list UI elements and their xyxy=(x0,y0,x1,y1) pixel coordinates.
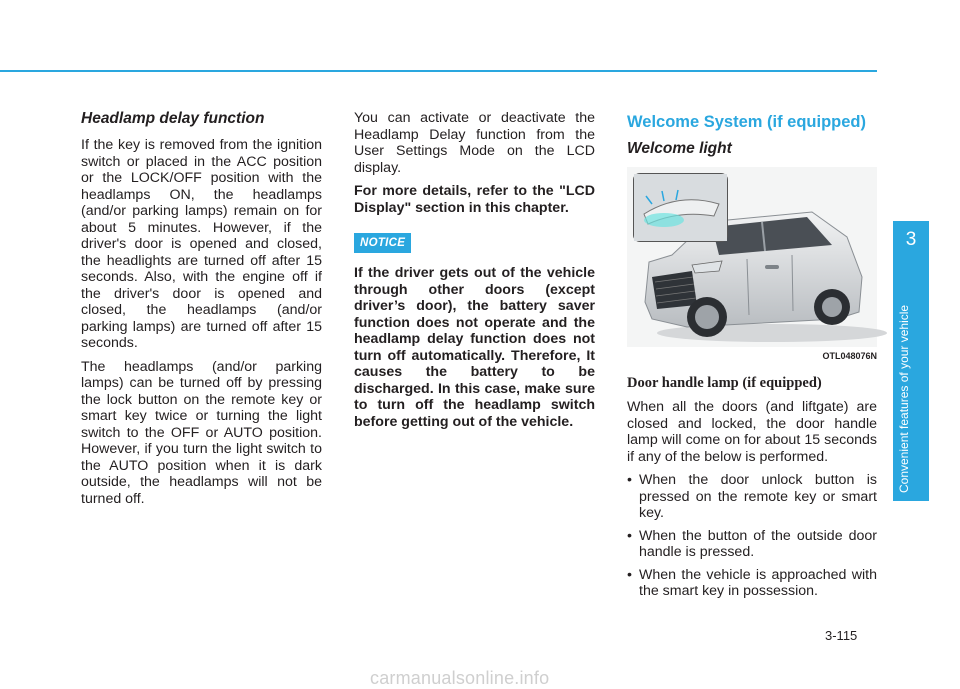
list-item: • When the vehicle is approached with the smart key in possession. xyxy=(627,566,877,599)
headlamp-delay-paragraph-2: The headlamps (and/or parking lamps) can be turned off by pressing the lock button on the remote key or smart key twice or turning the light switch to the OFF or AUTO position. However, if you turn the light switch to the AUTO position when it is dark outside, the headlamps will not be turned off. xyxy=(81,358,322,507)
door-handle-lamp-heading: Door handle lamp (if equipped) xyxy=(627,375,822,391)
figure-code: OTL048076N xyxy=(822,351,877,361)
bullet-icon: • xyxy=(627,472,632,488)
watermark: carmanualsonline.info xyxy=(370,668,550,688)
notice-text: If the driver gets out of the vehicle through other doors (except driver’s door), the battery saver function does not operate and the headlamp delay function does not turn off automatically. Therefore, It causes the battery to be discharged. In this case, make sure to turn off the headlamp switch before getting out of the vehicle. xyxy=(354,265,595,430)
bullet-icon: • xyxy=(627,527,632,544)
lcd-reference-paragraph: For more details, refer to the "LCD Display" section in this chapter. xyxy=(354,183,595,216)
list-item: • When the door unlock button is pressed on the remote key or smart key. xyxy=(627,472,877,521)
welcome-light-heading: Welcome light xyxy=(627,140,732,157)
chapter-number: 3 xyxy=(905,229,917,250)
lcd-settings-paragraph: You can activate or deactivate the Headlamp Delay function from the User Settings Mode on the LCD display. xyxy=(354,110,595,176)
list-item: • When the button of the outside door handle is pressed. xyxy=(627,527,877,560)
door-handle-inset xyxy=(633,173,728,242)
column-right xyxy=(627,110,877,606)
door-handle-illustration xyxy=(634,174,727,241)
headlamp-delay-heading: Headlamp delay function xyxy=(81,110,265,127)
column-left xyxy=(81,110,322,514)
door-handle-lamp-conditions xyxy=(627,472,877,600)
vehicle-figure xyxy=(627,167,877,361)
chapter-side-tab xyxy=(893,221,929,501)
notice-badge: NOTICE xyxy=(354,233,411,253)
bullet-icon: • xyxy=(627,566,632,583)
welcome-system-title: Welcome System (if equipped) xyxy=(627,113,866,131)
header-rule xyxy=(0,70,877,72)
page-number: 3-115 xyxy=(825,628,858,643)
headlamp-delay-paragraph-1: If the key is removed from the ignition switch or placed in the ACC position or the LOCK/OFF position with the headlamps ON, the headlamps (and/or parking lamps) remain on for about 5 minutes. However, if the driver's door is opened and closed, the headlights are turned off after 15 seconds. Also, with the engine off if the driver's door is opened and closed, the headlamps (and/or parking lamps) are turned off after 15 seconds. xyxy=(81,137,322,351)
chapter-title: Convenient features of your vehicle xyxy=(897,304,911,493)
door-handle-lamp-paragraph: When all the doors (and liftgate) are closed and locked, the door handle lamp will come on for about 15 seconds if any of the below is performed. xyxy=(627,399,877,465)
column-middle xyxy=(354,110,595,437)
